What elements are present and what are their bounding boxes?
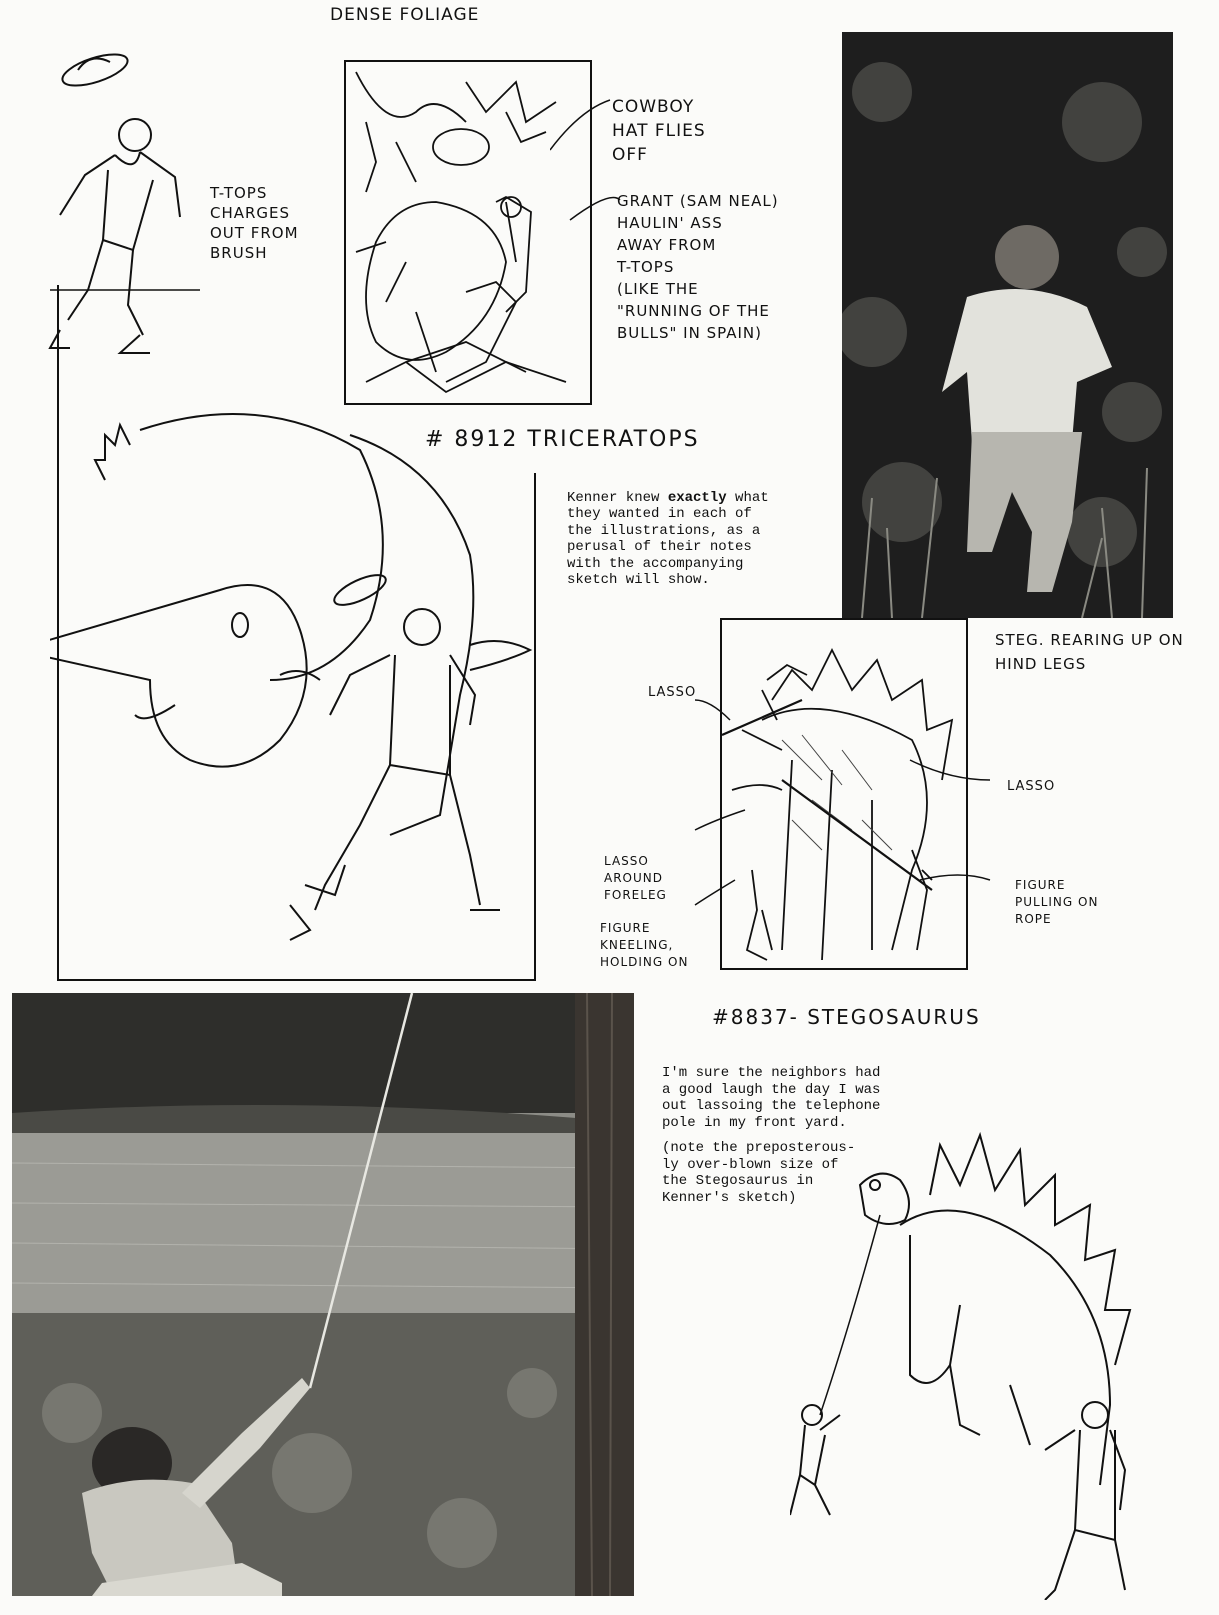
note-figure-pulling: FIGURE PULLING ON ROPE [1015,878,1099,926]
caption-kenner-pre: Kenner knew [567,489,668,506]
caption-kenner-bold: exactly [667,489,727,506]
sketch-stegosaurus-lassoed [790,1125,1210,1600]
note-lasso-foreleg: LASSO AROUND FORELEG [604,854,667,902]
steg-eye-illustration [870,1180,880,1190]
hat-illustration [330,569,389,611]
caption-kenner [567,473,817,589]
note-lasso-left: LASSO [648,685,697,700]
photo-lassoing-pole [12,993,634,1596]
caption-kenner-post: what they wanted in each of the illustrations, as a perusal of their notes with the accompanying sketch will show. [567,489,769,588]
grant-head-illustration [404,609,440,645]
note-lasso-right: LASSO [1007,779,1056,794]
caption-note: (note the preposterous- ly over-blown size of the Stegosaurus in Kenner's sketch) [662,1140,856,1206]
leader-lines-steg [690,680,1070,980]
photo-man-running [842,32,1173,618]
note-figure-kneeling: FIGURE KNEELING, HOLDING ON [600,921,689,969]
flying-hat-illustration [59,48,131,92]
note-steg-rearing: STEG. REARING UP ON HIND LEGS [995,631,1184,673]
photo-man-head [995,225,1059,289]
title-stegosaurus: #8837- STEGOSAURUS [712,1005,981,1029]
sketch-frame-triceratops-large [50,285,540,985]
note-cowboy-hat: COWBOY HAT FLIES OFF [612,97,706,165]
right-figure-head-illustration [1082,1402,1108,1428]
caption-neighbors: I'm sure the neighbors had a good laugh the day I was out lassoing the telephone pole in my front yard. [662,1065,881,1131]
title-triceratops: # 8912 TRICERATOPS [425,427,700,452]
left-figure-head-illustration [802,1405,822,1425]
note-grant: GRANT (SAM NEAL) HAULIN' ASS AWAY FROM T-TOPS (LIKE THE "RUNNING OF THE BULLS" IN SPAIN) [617,192,779,342]
note-t-tops: T-TOPS CHARGES OUT FROM BRUSH [210,184,299,262]
telephone-pole [575,993,634,1596]
note-dense-foliage: DENSE FOLIAGE [330,5,480,25]
head-illustration [119,119,151,151]
